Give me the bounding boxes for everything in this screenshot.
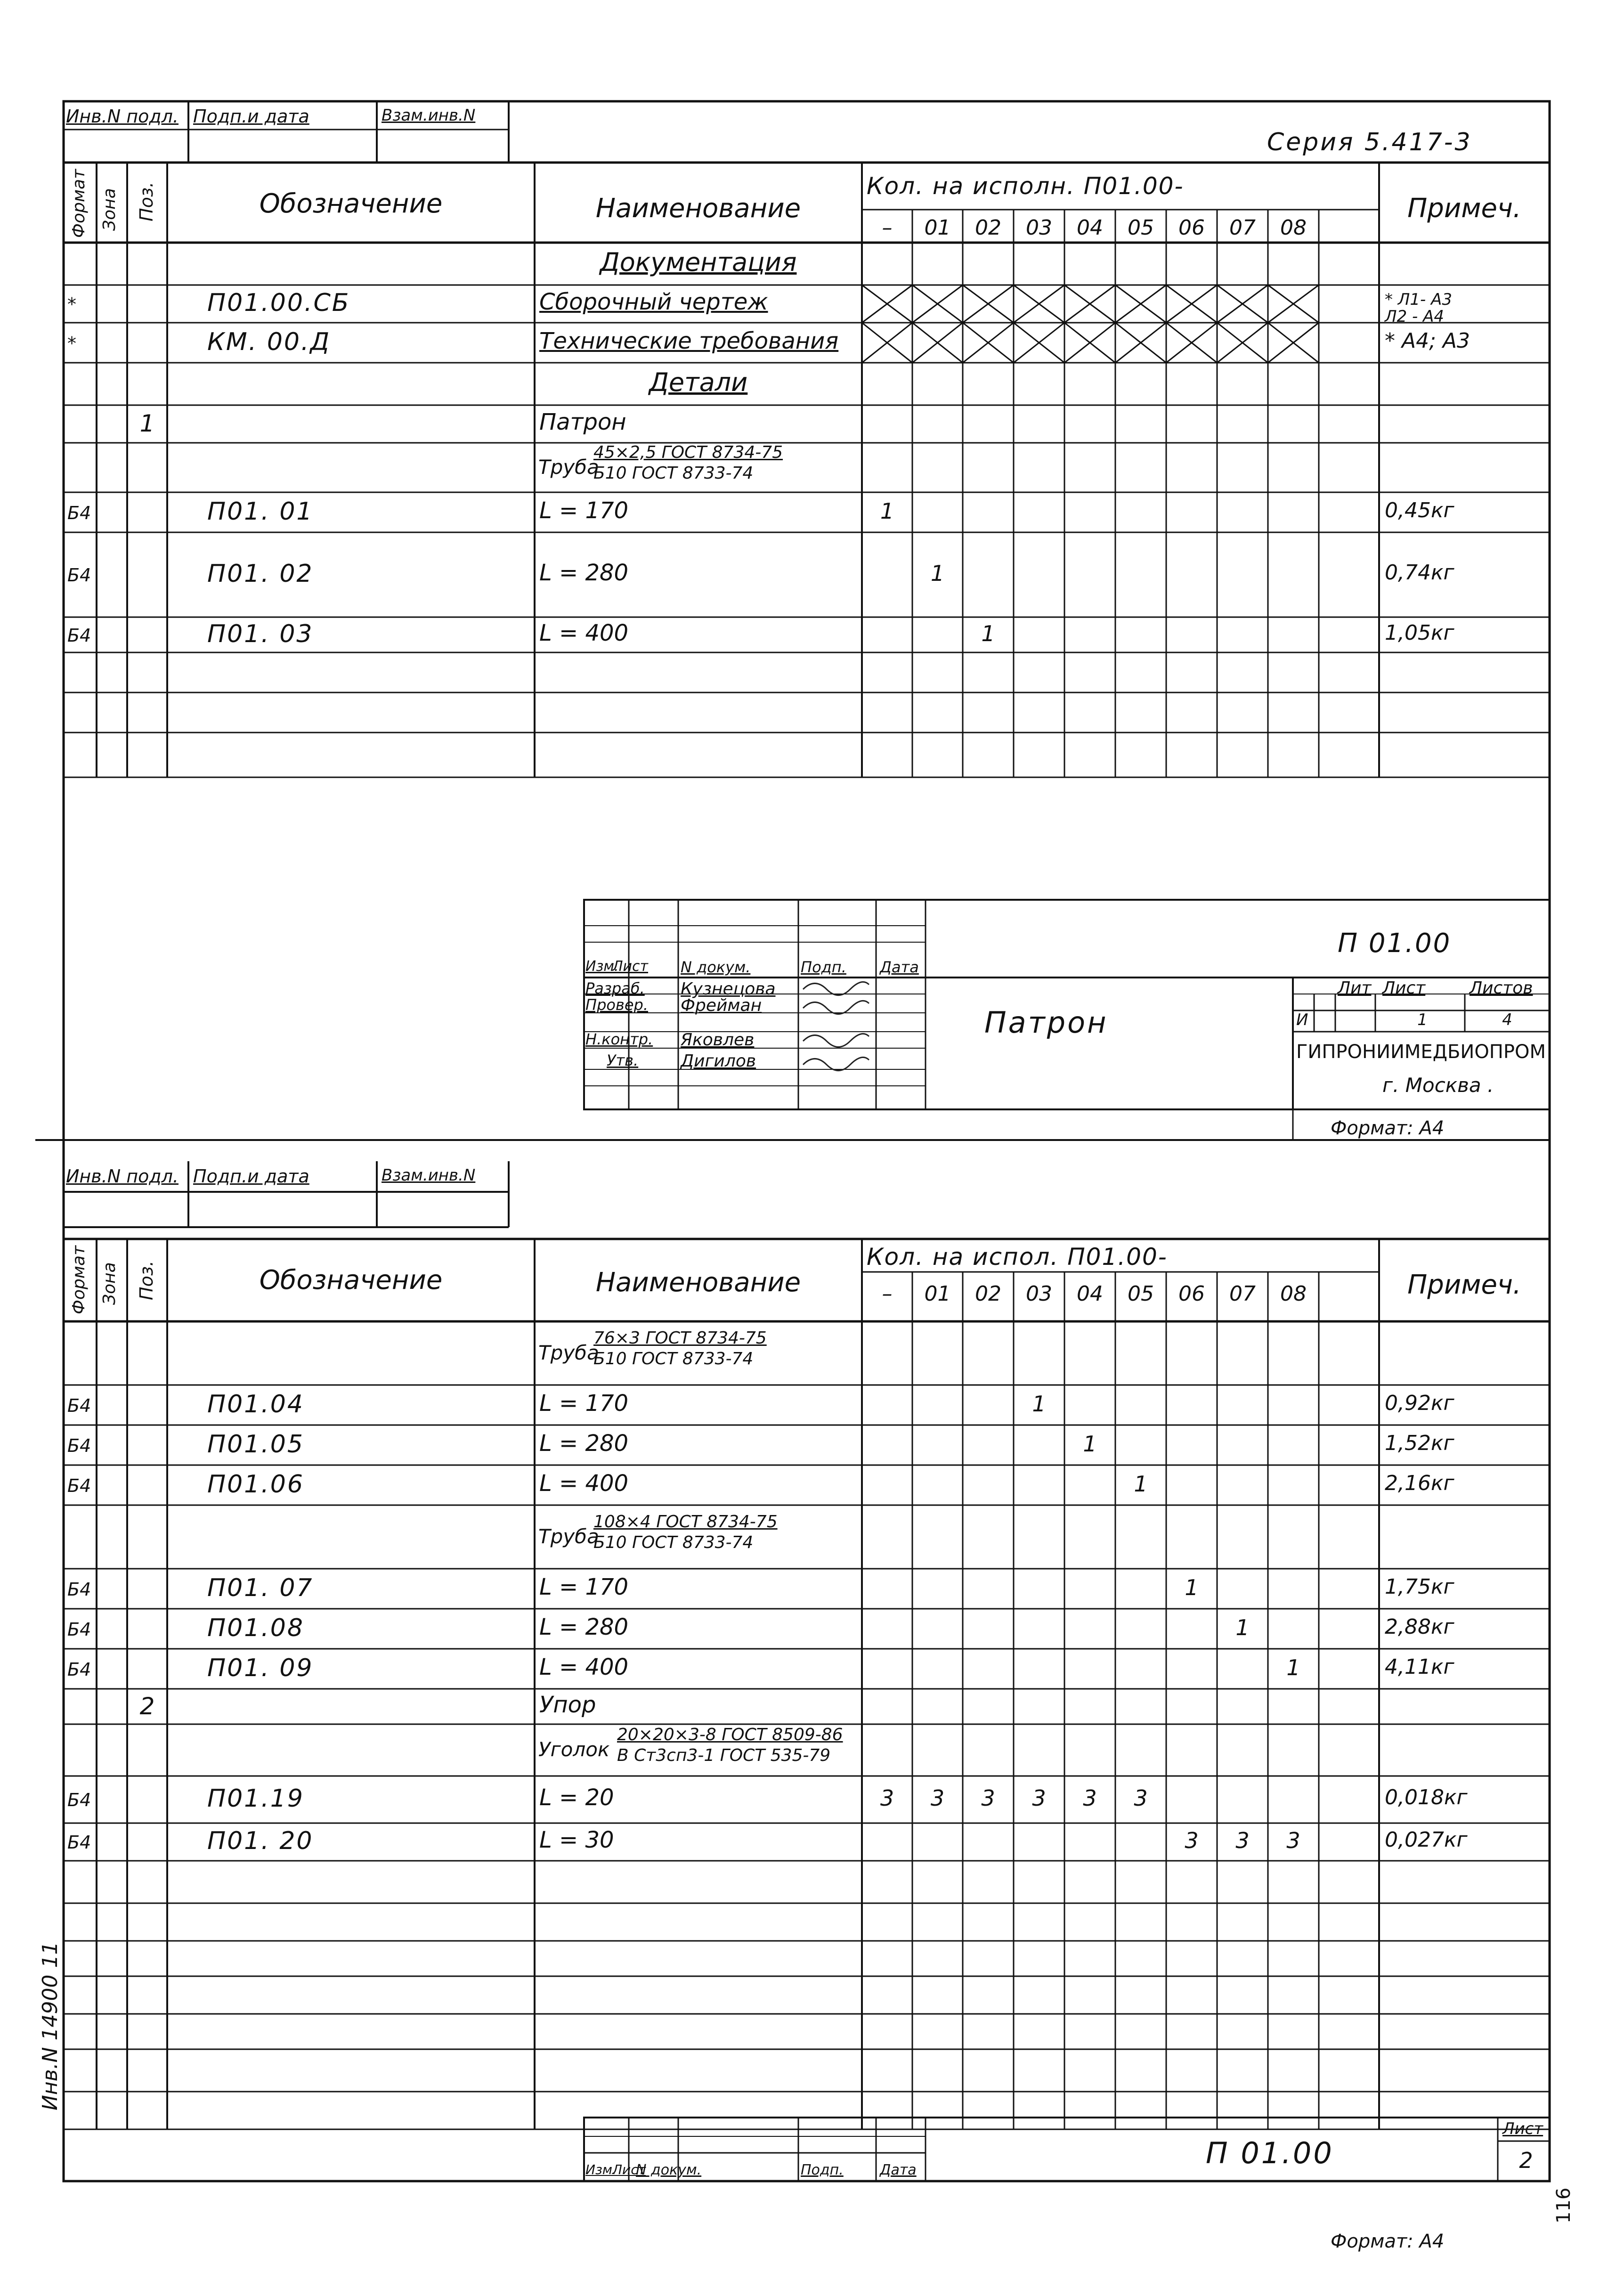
tb-col-list: Лист bbox=[612, 958, 649, 975]
spec-row-2-11-qty: 3 bbox=[1286, 1828, 1300, 1853]
spec-row-2-10-format: Б4 bbox=[67, 1790, 91, 1810]
spec-row-1-7-qty: 1 bbox=[930, 561, 945, 586]
stamp-podp-data: Подп.и дата bbox=[193, 106, 309, 127]
spec-row-2-5-format: Б4 bbox=[67, 1579, 91, 1600]
hdr-variant: 06 bbox=[1178, 216, 1205, 240]
spec-row-1-2-name: Технические требования bbox=[539, 327, 839, 354]
hdr2-kol: Кол. на испол. П01.00- bbox=[867, 1243, 1168, 1271]
spec-row-2-1-format: Б4 bbox=[67, 1395, 91, 1416]
spec-row-2-11-format: Б4 bbox=[67, 1832, 91, 1853]
spec-row-1-1-format: * bbox=[67, 294, 76, 315]
hdr-variant: 02 bbox=[975, 216, 1001, 240]
spec-row-1-7-designation: П01. 02 bbox=[207, 560, 314, 588]
title-block2-frame bbox=[584, 2118, 1550, 2181]
spec-row-2-0-name-denominator: Б10 ГОСТ 8733-74 bbox=[593, 1349, 754, 1369]
spec-row-2-9-name-denominator: В Ст3сп3-1 ГОСТ 535-79 bbox=[617, 1746, 831, 1765]
tb-listov: 4 bbox=[1502, 1010, 1512, 1029]
signature bbox=[803, 1001, 869, 1014]
tb-listov-label: Листов bbox=[1470, 978, 1533, 998]
spec-row-2-2-designation: П01.05 bbox=[207, 1430, 304, 1458]
tb-role: Провер. bbox=[585, 996, 648, 1014]
spec-row-2-7-qty: 1 bbox=[1286, 1654, 1300, 1680]
spec-row-2-4-name-denominator: Б10 ГОСТ 8733-74 bbox=[593, 1532, 754, 1552]
spec-row-2-8-poz: 2 bbox=[139, 1692, 155, 1720]
tb-person: Яковлев bbox=[681, 1030, 755, 1050]
spec-row-2-4-name-numerator: 108×4 ГОСТ 8734-75 bbox=[593, 1512, 778, 1531]
spec-row-2-11-qty: 3 bbox=[1235, 1828, 1250, 1853]
hdr-variant: 05 bbox=[1128, 216, 1154, 240]
spec-row-1-1-designation: П01.00.СБ bbox=[207, 289, 350, 317]
hdr-primech: Примеч. bbox=[1407, 193, 1521, 224]
tb-person: Дигилов bbox=[681, 1051, 756, 1071]
spec-row-2-10-qty: 3 bbox=[880, 1785, 894, 1811]
hdr-variant: 04 bbox=[1077, 216, 1103, 240]
hdr-variant: 03 bbox=[1026, 216, 1052, 240]
tb2-list: 2 bbox=[1519, 2148, 1533, 2173]
spec-row-2-1-qty: 1 bbox=[1032, 1391, 1046, 1417]
spec-row-1-2-note: * А4; А3 bbox=[1385, 328, 1470, 353]
spec-row-2-2-note: 1,52кг bbox=[1385, 1431, 1454, 1455]
spec-row-2-11-note: 0,027кг bbox=[1385, 1828, 1468, 1852]
spec-row-1-8-name: L = 400 bbox=[539, 619, 629, 646]
spec-row-1-5-name-prefix: Труба bbox=[538, 455, 599, 479]
hdr2-naimen: Наименование bbox=[595, 1267, 801, 1298]
tb-col-ndok: N докум. bbox=[681, 958, 751, 976]
spec-row-2-9-name-numerator: 20×20×3-8 ГОСТ 8509-86 bbox=[617, 1725, 843, 1744]
tb-list: 1 bbox=[1417, 1010, 1428, 1029]
stamp2-podp-data: Подп.и дата bbox=[193, 1166, 309, 1187]
hdr2-poz: Поз. bbox=[136, 1260, 157, 1300]
stamp-vzam-inv: Взам.инв.N bbox=[382, 106, 476, 125]
spec-row-2-3-qty: 1 bbox=[1134, 1471, 1148, 1497]
spec-row-2-3-note: 2,16кг bbox=[1385, 1471, 1454, 1495]
spec-row-2-3-name: L = 400 bbox=[539, 1470, 629, 1497]
hdr2-variant: 07 bbox=[1229, 1282, 1256, 1306]
spec-row-1-7-name: L = 280 bbox=[539, 560, 629, 586]
spec-row-1-5-name-numerator: 45×2,5 ГОСТ 8734-75 bbox=[593, 442, 783, 462]
tb-col-data: Дата bbox=[880, 958, 919, 976]
hdr-poz: Поз. bbox=[136, 181, 157, 221]
spec-row-2-9-name-prefix: Уголок bbox=[538, 1738, 610, 1761]
spec-row-2-10-name: L = 20 bbox=[539, 1784, 614, 1811]
spec-row-2-8-name: Упор bbox=[539, 1691, 596, 1718]
hdr2-variant: 04 bbox=[1077, 1282, 1103, 1306]
spec-row-2-5-note: 1,75кг bbox=[1385, 1574, 1454, 1599]
tb2-col-izm: Изм. bbox=[585, 2162, 617, 2177]
spec-row-2-1-designation: П01.04 bbox=[207, 1390, 304, 1418]
spec-row-1-4-name: Патрон bbox=[539, 409, 626, 435]
tb2-designation: П 01.00 bbox=[1206, 2136, 1334, 2170]
spec-row-2-6-note: 2,88кг bbox=[1385, 1614, 1454, 1639]
hdr2-variant: 03 bbox=[1026, 1282, 1052, 1306]
spec-row-2-10-qty: 3 bbox=[1083, 1785, 1097, 1811]
spec-row-1-6-name: L = 170 bbox=[539, 497, 629, 524]
spec-row-2-3-designation: П01.06 bbox=[207, 1470, 304, 1499]
spec-row-1-6-designation: П01. 01 bbox=[207, 497, 314, 526]
hdr-variant: 08 bbox=[1280, 216, 1307, 240]
hdr2-variant: 05 bbox=[1128, 1282, 1154, 1306]
spec-row-2-7-name: L = 400 bbox=[539, 1654, 629, 1680]
hdr-variant: 07 bbox=[1229, 216, 1256, 240]
hdr2-variant: 02 bbox=[975, 1282, 1001, 1306]
spec-row-2-7-designation: П01. 09 bbox=[207, 1654, 314, 1682]
tb-col-izm: Изм. bbox=[585, 958, 619, 975]
spec-row-2-11-name: L = 30 bbox=[539, 1827, 614, 1853]
hdr2-oboznach: Обозначение bbox=[259, 1265, 443, 1295]
tb-role: Разраб. bbox=[585, 979, 645, 997]
spec-row-2-10-qty: 3 bbox=[1032, 1785, 1046, 1811]
spec-row-1-8-format: Б4 bbox=[67, 625, 91, 646]
tb-org: ГИПРОНИИМЕДБИОПРОМ bbox=[1296, 1041, 1546, 1063]
tb-list-label: Лист bbox=[1382, 978, 1426, 998]
tb2-col-list: Лист bbox=[612, 2162, 646, 2177]
hdr-kol: Кол. на исполн. П01.00- bbox=[867, 172, 1184, 200]
hdr2-format: Формат bbox=[69, 1245, 89, 1314]
spec-row-2-2-name: L = 280 bbox=[539, 1430, 629, 1457]
series-label: Серия 5.417-3 bbox=[1267, 128, 1472, 156]
page-number: 116 bbox=[1553, 2187, 1575, 2224]
spec-row-2-3-format: Б4 bbox=[67, 1475, 91, 1496]
signature bbox=[803, 1034, 869, 1047]
spec-row-1-6-qty: 1 bbox=[880, 498, 894, 524]
signature bbox=[803, 982, 869, 995]
spec-row-2-6-name: L = 280 bbox=[539, 1613, 629, 1640]
spec-row-2-5-designation: П01. 07 bbox=[207, 1573, 314, 1602]
hdr-oboznach: Обозначение bbox=[259, 188, 443, 219]
hdr2-variant: – bbox=[882, 1282, 893, 1306]
tb2-col-data: Дата bbox=[880, 2162, 917, 2178]
hdr-format: Формат bbox=[69, 169, 89, 238]
spec-row-1-8-designation: П01. 03 bbox=[207, 619, 314, 648]
spec-row-2-6-format: Б4 bbox=[67, 1619, 91, 1640]
spec-row-2-4-name-prefix: Труба bbox=[538, 1524, 599, 1548]
spec-row-1-7-note: 0,74кг bbox=[1385, 561, 1454, 585]
spec-row-2-10-note: 0,018кг bbox=[1385, 1785, 1468, 1809]
spec-row-1-2-format: * bbox=[67, 333, 76, 354]
spec-row-1-3-section-title: Детали bbox=[649, 367, 748, 397]
tb2-col-podp: Подп. bbox=[801, 2162, 844, 2178]
spec-row-1-0-section-title: Документация bbox=[600, 247, 797, 277]
tb-col-podp: Подп. bbox=[801, 958, 846, 976]
spec-row-2-10-qty: 3 bbox=[1134, 1785, 1148, 1811]
spec-row-2-11-qty: 3 bbox=[1185, 1828, 1199, 1853]
format-label-2: Формат: А4 bbox=[1331, 2231, 1445, 2252]
spec-row-2-7-note: 4,11кг bbox=[1385, 1654, 1454, 1679]
stamp2-vzam-inv: Взам.инв.N bbox=[382, 1166, 476, 1185]
tb2-list-label: Лист bbox=[1502, 2119, 1543, 2138]
spec-row-1-6-note: 0,45кг bbox=[1385, 498, 1454, 522]
spec-row-2-0-name-prefix: Труба bbox=[538, 1341, 599, 1364]
tb-role: Н.контр. bbox=[585, 1030, 653, 1048]
spec-row-2-0-name-numerator: 76×3 ГОСТ 8734-75 bbox=[593, 1328, 767, 1348]
spec-row-2-10-designation: П01.19 bbox=[207, 1784, 304, 1813]
spec-row-2-1-note: 0,92кг bbox=[1385, 1391, 1454, 1415]
spec-row-2-10-qty: 3 bbox=[981, 1785, 995, 1811]
hdr2-variant: 06 bbox=[1178, 1282, 1205, 1306]
hdr-zona: Зона bbox=[100, 188, 119, 231]
spec-row-1-1-note: * Л1- А3 Л2 - А4 bbox=[1385, 290, 1452, 326]
hdr-variant: – bbox=[882, 216, 893, 240]
spec-row-2-6-designation: П01.08 bbox=[207, 1613, 304, 1642]
tb-city: г. Москва . bbox=[1382, 1074, 1494, 1097]
spec-row-1-7-format: Б4 bbox=[67, 565, 91, 586]
stamp2-inv-podl: Инв.N подл. bbox=[66, 1166, 179, 1187]
tb-lit-label: Лит bbox=[1338, 978, 1372, 998]
spec-row-2-2-qty: 1 bbox=[1083, 1431, 1097, 1457]
hdr2-variant: 01 bbox=[924, 1282, 951, 1306]
spec-row-2-10-qty: 3 bbox=[930, 1785, 945, 1811]
spec-row-2-5-name: L = 170 bbox=[539, 1573, 629, 1600]
spec-row-1-6-format: Б4 bbox=[67, 502, 91, 523]
spec-row-1-8-note: 1,05кг bbox=[1385, 620, 1454, 645]
spec-row-2-1-name: L = 170 bbox=[539, 1390, 629, 1417]
side-note: Инв.N 14900 11 bbox=[38, 1941, 62, 2110]
tb-designation: П 01.00 bbox=[1338, 928, 1452, 959]
tb-lit: И bbox=[1296, 1010, 1308, 1029]
spec-row-2-6-qty: 1 bbox=[1235, 1614, 1250, 1640]
spec-row-2-5-qty: 1 bbox=[1185, 1574, 1199, 1600]
signature bbox=[803, 1057, 869, 1070]
stamp-inv-podl: Инв.N подл. bbox=[66, 106, 179, 127]
hdr2-zona: Зона bbox=[100, 1262, 119, 1305]
hdr-naimen: Наименование bbox=[595, 193, 801, 224]
hdr-variant: 01 bbox=[924, 216, 951, 240]
tb-name: Патрон bbox=[984, 1005, 1108, 1040]
spec-row-1-4-poz: 1 bbox=[139, 410, 155, 437]
spec-row-1-5-name-denominator: Б10 ГОСТ 8733-74 bbox=[593, 463, 754, 483]
tb-person: Фрейман bbox=[681, 996, 762, 1015]
hdr2-variant: 08 bbox=[1280, 1282, 1307, 1306]
spec-row-2-7-format: Б4 bbox=[67, 1659, 91, 1680]
spec-row-1-8-qty: 1 bbox=[981, 620, 995, 646]
tb-person: Кузнецова bbox=[681, 979, 776, 999]
hdr2-primech: Примеч. bbox=[1407, 1270, 1521, 1300]
spec-row-1-1-name: Сборочный чертеж bbox=[539, 289, 768, 315]
spec-row-2-2-format: Б4 bbox=[67, 1435, 91, 1456]
format-label-1: Формат: А4 bbox=[1331, 1117, 1445, 1139]
spec-row-2-11-designation: П01. 20 bbox=[207, 1827, 314, 1855]
sheet-frame bbox=[64, 101, 1550, 2181]
spec-row-1-2-designation: КМ. 00.Д bbox=[207, 327, 331, 356]
tb-role: Утв. bbox=[607, 1051, 639, 1069]
tb2-col-ndok: N докум. bbox=[636, 2162, 702, 2178]
